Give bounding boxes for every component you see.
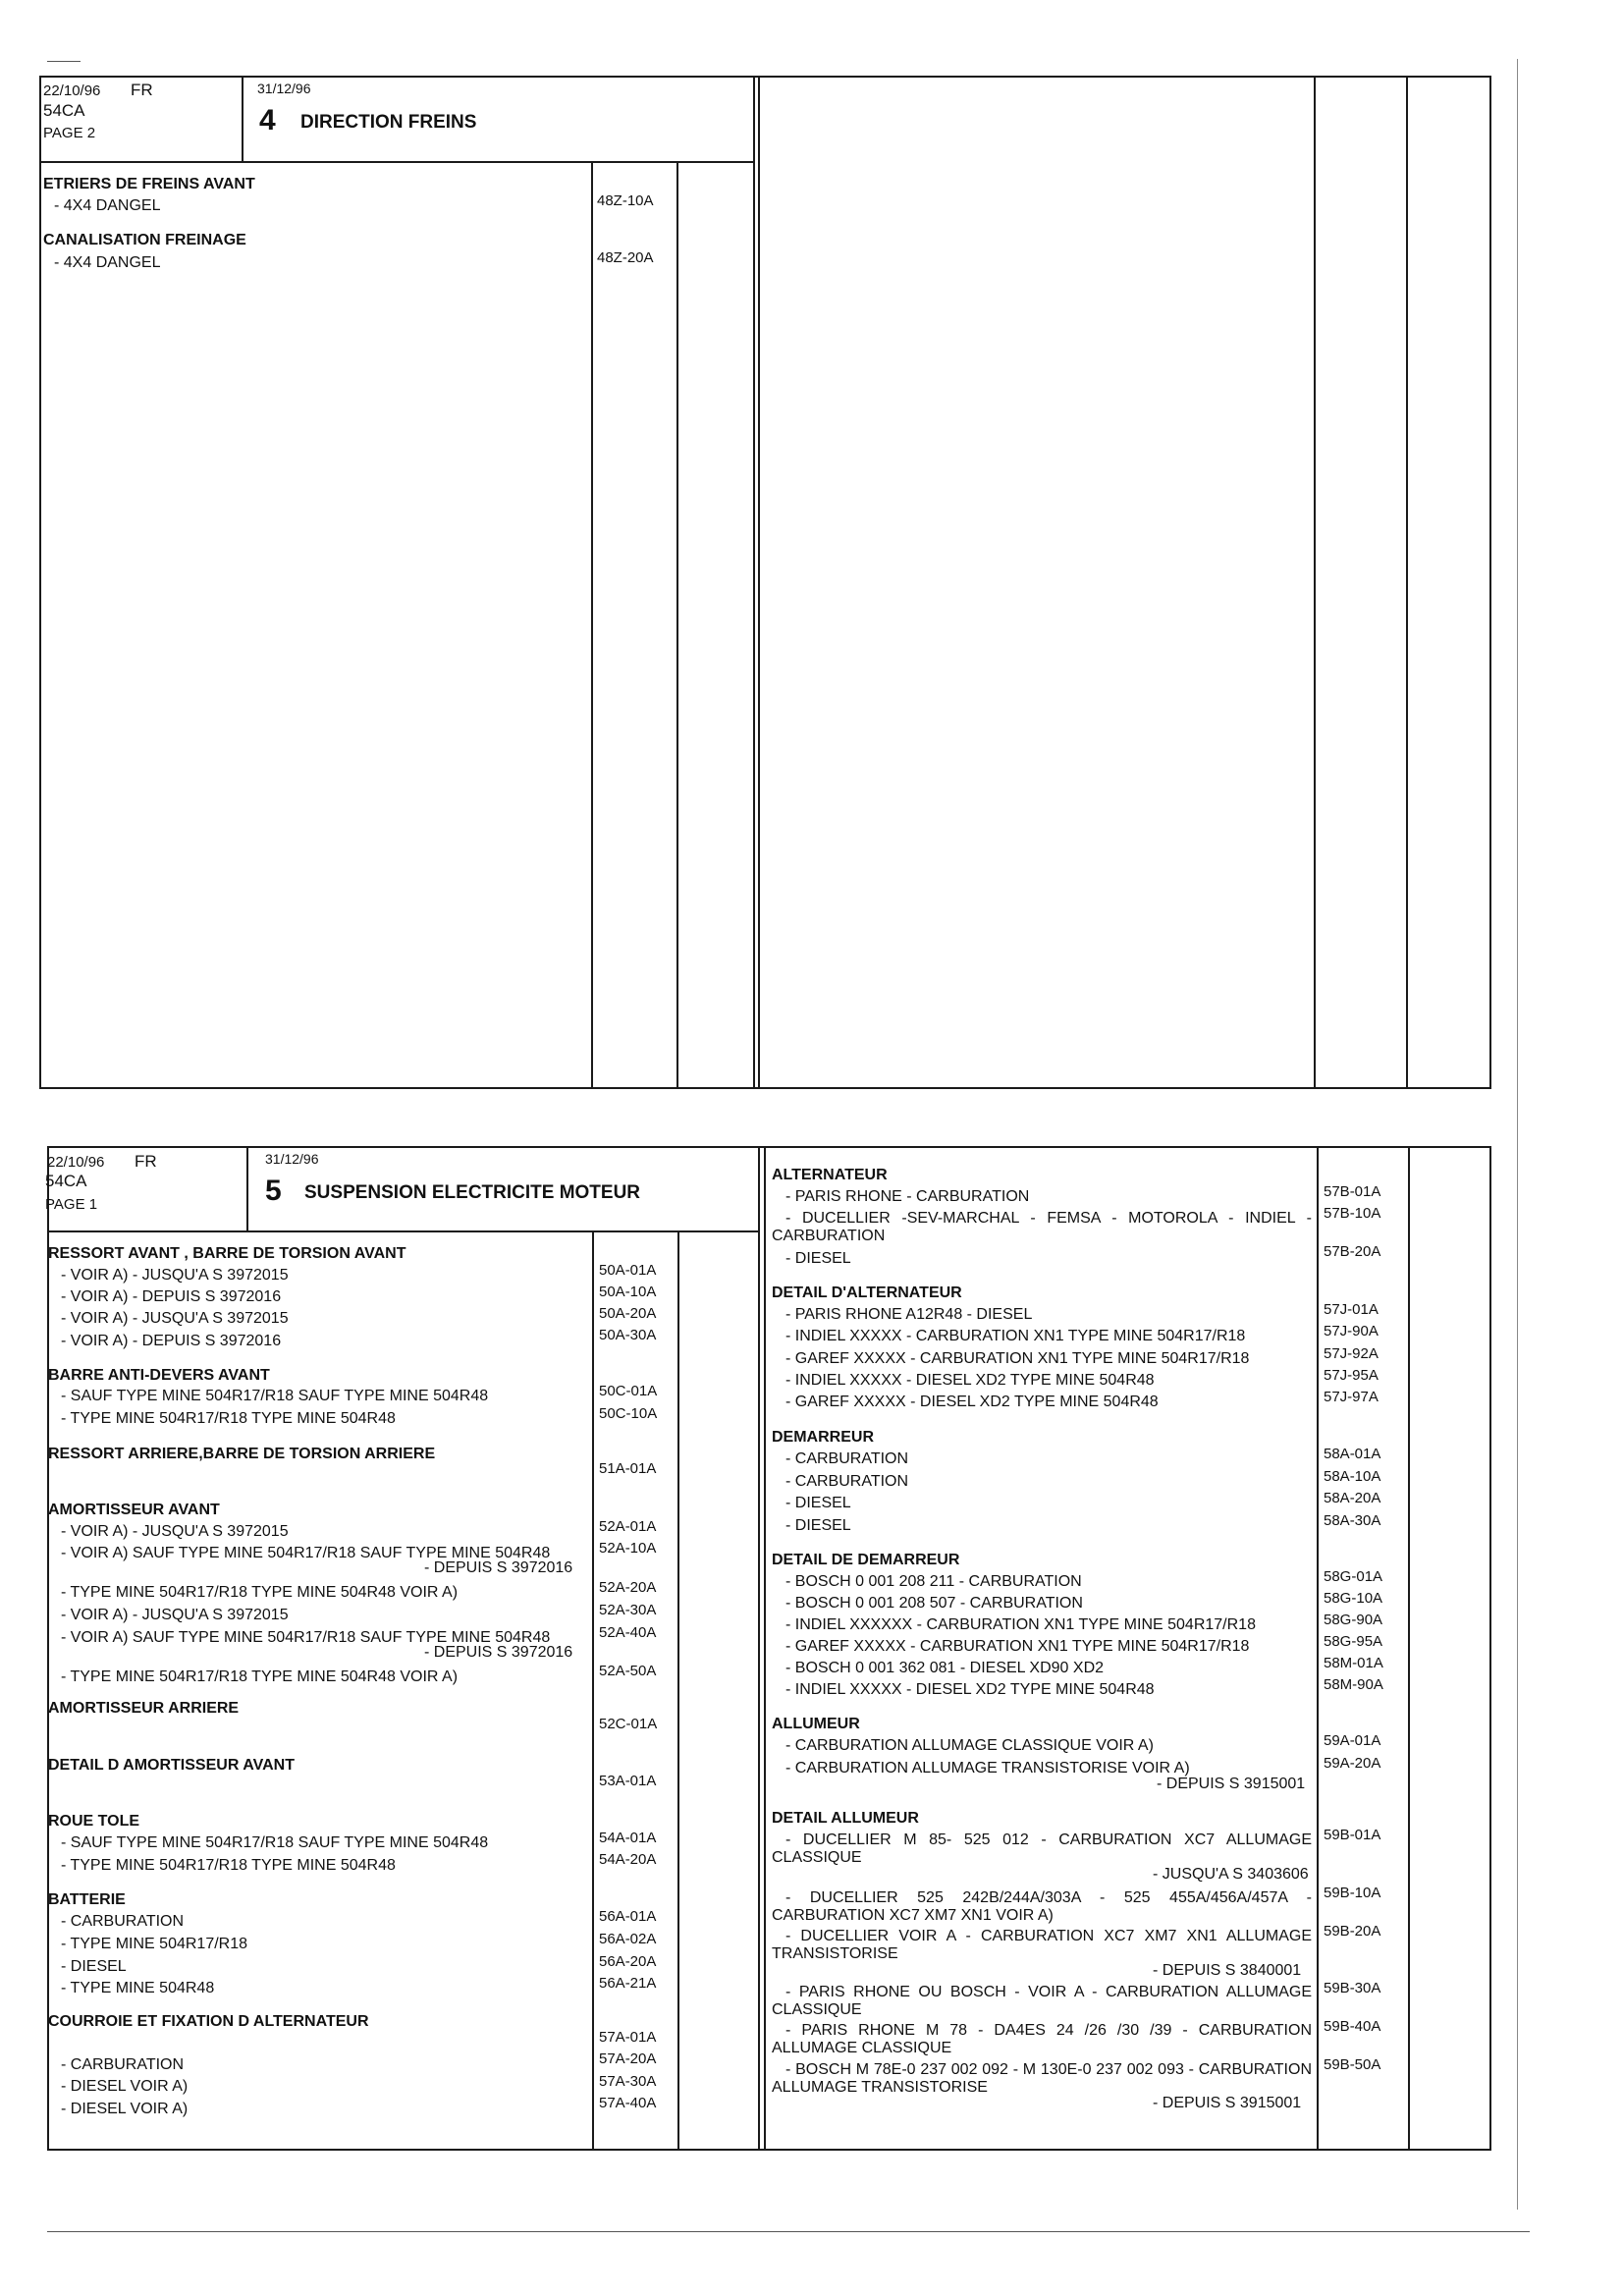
item-continuation: - DEPUIS S 3972016 (424, 1644, 573, 1661)
header-date: 22/10/96 (47, 1154, 105, 1171)
item-ref: 54A-01A (599, 1830, 657, 1846)
item-ref: 59A-01A (1324, 1732, 1381, 1749)
item-continuation: - DEPUIS S 3972016 (424, 1559, 573, 1576)
item-continuation: - DEPUIS S 3915001 (1153, 2095, 1302, 2111)
item-ref: 59B-10A (1324, 1885, 1381, 1901)
group-title: BATTERIE (48, 1891, 126, 1908)
header-lang: FR (135, 1152, 157, 1171)
item-ref: 52A-50A (599, 1663, 657, 1679)
header-lang: FR (131, 81, 153, 99)
scan-edge-top (47, 61, 81, 62)
group-title: AMORTISSEUR ARRIERE (48, 1700, 240, 1717)
item-ref: 58G-95A (1324, 1633, 1383, 1650)
item-ref: 50A-10A (599, 1284, 657, 1300)
item-ref: 57J-92A (1324, 1345, 1379, 1362)
item-text: - VOIR A) - DEPUIS S 3972016 (61, 1333, 282, 1349)
item-ref: 57B-20A (1324, 1243, 1381, 1260)
group-title: DETAIL D'ALTERNATEUR (772, 1285, 962, 1301)
group-title: ETRIERS DE FREINS AVANT (43, 176, 255, 192)
item-text: - DUCELLIER M 85- 525 012 - CARBURATION XC7 ALLUMAGE CLASSIQUE (772, 1831, 1312, 1866)
item-ref: 57J-01A (1324, 1301, 1379, 1318)
item-text: - VOIR A) - JUSQU'A S 3972015 (61, 1310, 289, 1327)
item-text: - VOIR A) SAUF TYPE MINE 504R17/R18 SAUF TYPE MINE 504R48 (61, 1629, 551, 1646)
group-title: DEMARREUR (772, 1429, 874, 1446)
item-text: - VOIR A) - JUSQU'A S 3972015 (61, 1523, 289, 1540)
group-title: DETAIL DE DEMARREUR (772, 1552, 960, 1568)
item-text: - 4X4 DANGEL (54, 254, 161, 271)
item-ref: 56A-20A (599, 1953, 657, 1970)
header-page: PAGE 1 (45, 1196, 98, 1213)
item-ref: 57J-95A (1324, 1367, 1379, 1384)
item-ref: 48Z-20A (597, 249, 654, 266)
item-text: - SAUF TYPE MINE 504R17/R18 SAUF TYPE MINE 504R48 (61, 1388, 489, 1404)
item-ref: 58A-10A (1324, 1468, 1381, 1485)
item-ref: 57B-10A (1324, 1205, 1381, 1222)
item-ref: 52A-30A (599, 1602, 657, 1618)
group-title: ALLUMEUR (772, 1716, 860, 1732)
group-title: BARRE ANTI-DEVERS AVANT (48, 1367, 270, 1384)
item-text: - VOIR A) SAUF TYPE MINE 504R17/R18 SAUF TYPE MINE 504R48 (61, 1545, 551, 1561)
item-ref: 57J-90A (1324, 1323, 1379, 1339)
item-ref: 59B-01A (1324, 1827, 1381, 1843)
item-text: - SAUF TYPE MINE 504R17/R18 SAUF TYPE MINE 504R48 (61, 1834, 489, 1851)
item-ref: 58G-90A (1324, 1612, 1383, 1628)
item-ref: 50A-20A (599, 1305, 657, 1322)
item-ref: 52A-20A (599, 1579, 657, 1596)
section-title: SUSPENSION ELECTRICITE MOTEUR (304, 1182, 641, 1203)
item-text: - DUCELLIER VOIR A - CARBURATION XC7 XM7 XN1 ALLUMAGE TRANSISTORISE (772, 1928, 1312, 1962)
item-text: - VOIR A) - JUSQU'A S 3972015 (61, 1267, 289, 1284)
section-title: DIRECTION FREINS (300, 112, 477, 133)
item-text: - TYPE MINE 504R17/R18 (61, 1936, 248, 1952)
item-ref: 59B-20A (1324, 1923, 1381, 1940)
item-text: - DUCELLIER 525 242B/244A/303A - 525 455A/456A/457A - CARBURATION XC7 XM7 XN1 VOIR A) (772, 1889, 1312, 1924)
item-text: - DIESEL VOIR A) (61, 2078, 189, 2095)
item-text: - DUCELLIER -SEV-MARCHAL - FEMSA - MOTOROLA - INDIEL - CARBURATION (772, 1210, 1312, 1244)
group-title: CANALISATION FREINAGE (43, 232, 246, 248)
item-text: - TYPE MINE 504R17/R18 TYPE MINE 504R48 (61, 1410, 396, 1427)
item-ref: 59B-40A (1324, 2018, 1381, 2035)
section-number: 5 (265, 1175, 282, 1207)
item-ref: 48Z-10A (597, 192, 654, 209)
item-ref: 58A-20A (1324, 1490, 1381, 1506)
item-text: - BOSCH M 78E-0 237 002 092 - M 130E-0 237 002 093 - CARBURATION ALLUMAGE TRANSISTORISE (772, 2061, 1312, 2096)
item-text: - PARIS RHONE A12R48 - DIESEL (785, 1306, 1033, 1323)
item-text: - BOSCH 0 001 362 081 - DIESEL XD90 XD2 (785, 1660, 1105, 1676)
item-ref: 50C-10A (599, 1405, 658, 1422)
item-text: - TYPE MINE 504R48 (61, 1980, 215, 1996)
item-text: - CARBURATION ALLUMAGE TRANSISTORISE VOIR A) (785, 1760, 1190, 1777)
scan-edge-bottom (47, 2231, 1530, 2232)
item-text: - TYPE MINE 504R17/R18 TYPE MINE 504R48 VOIR A) (61, 1668, 459, 1685)
header-update: 31/12/96 (265, 1151, 319, 1167)
item-ref: 52A-10A (599, 1540, 657, 1557)
group-title: COURROIE ET FIXATION D ALTERNATEUR (48, 2013, 369, 2030)
scan-edge-right (1517, 59, 1518, 2210)
item-text: - PARIS RHONE OU BOSCH - VOIR A - CARBURATION ALLUMAGE CLASSIQUE (772, 1984, 1312, 2018)
item-ref: 52C-01A (599, 1716, 658, 1732)
item-text: - DIESEL (785, 1495, 851, 1511)
item-text: - DIESEL VOIR A) (61, 2101, 189, 2117)
item-ref: 56A-02A (599, 1931, 657, 1947)
item-ref: 50C-01A (599, 1383, 658, 1399)
item-text: - CARBURATION (61, 1913, 185, 1930)
item-text: - VOIR A) - DEPUIS S 3972016 (61, 1288, 282, 1305)
item-continuation: - JUSQU'A S 3403606 (1153, 1866, 1309, 1883)
item-text: - 4X4 DANGEL (54, 197, 161, 214)
group-title: AMORTISSEUR AVANT (48, 1502, 220, 1518)
item-text: - CARBURATION (785, 1450, 909, 1467)
group-title: RESSORT ARRIERE,BARRE DE TORSION ARRIERE (48, 1446, 436, 1462)
header-page: PAGE 2 (43, 125, 96, 141)
item-ref: 59B-30A (1324, 1980, 1381, 1996)
group-title: RESSORT AVANT , BARRE DE TORSION AVANT (48, 1245, 406, 1262)
item-continuation: - DEPUIS S 3915001 (1157, 1776, 1306, 1792)
group-title: DETAIL D AMORTISSEUR AVANT (48, 1757, 295, 1774)
item-ref: 52A-01A (599, 1518, 657, 1535)
header-date: 22/10/96 (43, 82, 101, 99)
item-ref: 58G-01A (1324, 1568, 1383, 1585)
item-text: - DIESEL (785, 1250, 851, 1267)
item-text: - TYPE MINE 504R17/R18 TYPE MINE 504R48 VOIR A) (61, 1584, 459, 1601)
item-text: - BOSCH 0 001 208 211 - CARBURATION (785, 1573, 1082, 1590)
item-text: - INDIEL XXXXX - DIESEL XD2 TYPE MINE 504R48 (785, 1372, 1155, 1389)
item-ref: 59A-20A (1324, 1755, 1381, 1772)
item-ref: 54A-20A (599, 1851, 657, 1868)
item-text: - CARBURATION ALLUMAGE CLASSIQUE VOIR A) (785, 1737, 1154, 1754)
item-text: - DIESEL (61, 1958, 127, 1975)
item-text: - TYPE MINE 504R17/R18 TYPE MINE 504R48 (61, 1857, 396, 1874)
item-ref: 58M-01A (1324, 1655, 1383, 1671)
item-ref: 52A-40A (599, 1624, 657, 1641)
item-ref: 57A-20A (599, 2050, 657, 2067)
item-ref: 57B-01A (1324, 1183, 1381, 1200)
item-text: - INDIEL XXXXXX - CARBURATION XN1 TYPE MINE 504R17/R18 (785, 1616, 1256, 1633)
item-text: - CARBURATION (785, 1473, 909, 1490)
header-update: 31/12/96 (257, 81, 311, 96)
item-text: - PARIS RHONE M 78 - DA4ES 24 /26 /30 /39 - CARBURATION ALLUMAGE CLASSIQUE (772, 2022, 1312, 2056)
item-text: - GAREF XXXXX - CARBURATION XN1 TYPE MINE 504R17/R18 (785, 1638, 1250, 1655)
item-ref: 58G-10A (1324, 1590, 1383, 1607)
item-continuation: - DEPUIS S 3840001 (1153, 1962, 1302, 1979)
item-text: - CARBURATION (61, 2056, 185, 2073)
item-text: - BOSCH 0 001 208 507 - CARBURATION (785, 1595, 1083, 1612)
item-ref: 50A-30A (599, 1327, 657, 1343)
item-ref: 57J-97A (1324, 1389, 1379, 1405)
item-ref: 58M-90A (1324, 1676, 1383, 1693)
item-ref: 57A-40A (599, 2095, 657, 2111)
item-ref: 58A-01A (1324, 1446, 1381, 1462)
header-code: 54CA (43, 101, 85, 120)
group-title: ALTERNATEUR (772, 1167, 888, 1183)
item-text: - PARIS RHONE - CARBURATION (785, 1188, 1030, 1205)
item-ref: 57A-30A (599, 2073, 657, 2090)
group-title: DETAIL ALLUMEUR (772, 1810, 919, 1827)
group-title: ROUE TOLE (48, 1813, 140, 1830)
item-ref: 50A-01A (599, 1262, 657, 1279)
item-ref: 53A-01A (599, 1773, 657, 1789)
item-text: - INDIEL XXXXX - CARBURATION XN1 TYPE MINE 504R17/R18 (785, 1328, 1246, 1344)
item-text: - GAREF XXXXX - CARBURATION XN1 TYPE MINE 504R17/R18 (785, 1350, 1250, 1367)
item-text: - INDIEL XXXXX - DIESEL XD2 TYPE MINE 504R48 (785, 1681, 1155, 1698)
header-code: 54CA (45, 1172, 87, 1190)
item-ref: 51A-01A (599, 1460, 657, 1477)
item-ref: 57A-01A (599, 2029, 657, 2046)
item-text: - VOIR A) - JUSQU'A S 3972015 (61, 1607, 289, 1623)
item-ref: 58A-30A (1324, 1512, 1381, 1529)
item-ref: 56A-21A (599, 1975, 657, 1992)
section-number: 4 (259, 104, 276, 137)
item-ref: 59B-50A (1324, 2056, 1381, 2073)
item-text: - DIESEL (785, 1517, 851, 1534)
item-text: - GAREF XXXXX - DIESEL XD2 TYPE MINE 504R48 (785, 1394, 1159, 1410)
item-ref: 56A-01A (599, 1908, 657, 1925)
